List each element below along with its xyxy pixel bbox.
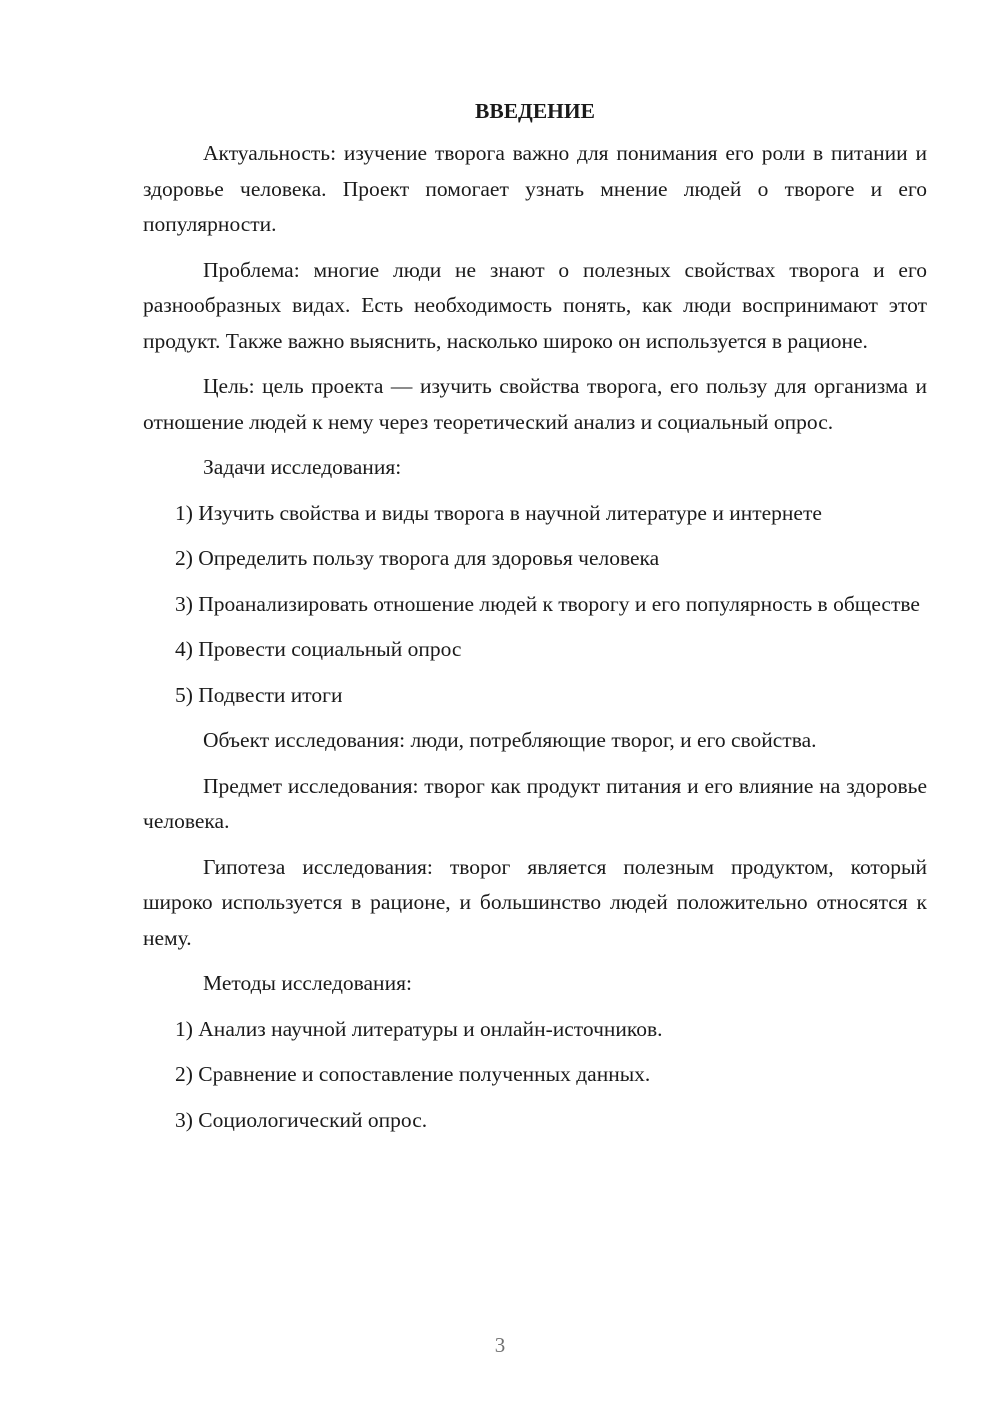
object-paragraph: Объект исследования: люди, потребляющие творог, и его свойства. [203, 728, 817, 752]
list-item: 2) Сравнение и сопоставление полученных данных. [175, 1062, 651, 1086]
tasks-list [143, 496, 927, 714]
page-title: ВВЕДЕНИЕ [475, 99, 595, 123]
subject-paragraph: Предмет исследования: творог как продукт питания и его влияние на здоровье человека. [143, 773, 927, 833]
methods-list [143, 1012, 927, 1139]
problem-paragraph: Проблема: многие люди не знают о полезных свойствах творога и его разнообразных видах. Есть необходимость понять, как люди воспринимают этот продукт. Также важно выяснить, насколько широко он используется в рационе. [143, 257, 927, 353]
relevance-paragraph: Актуальность: изучение творога важно для понимания его роли в питании и здоровье человека. Проект помогает узнать мнение людей о твороге и его популярности. [143, 141, 927, 236]
hypothesis-paragraph: Гипотеза исследования: творог является полезным продуктом, который широко используется в рационе, и большинство людей положительно относятся к нему. [143, 854, 927, 950]
list-item: 1) Изучить свойства и виды творога в научной литературе и интернете [175, 500, 822, 525]
list-item: 3) Социологический опрос. [175, 1107, 428, 1132]
goal-paragraph: Цель: цель проекта — изучить свойства творога, его пользу для организма и отношение людей к нему через теоретический анализ и социальный опрос. [143, 374, 927, 434]
methods-heading: Методы исследования: [203, 971, 412, 995]
page-number: 3 [494, 1333, 506, 1357]
list-item: 4) Провести социальный опрос [175, 637, 462, 661]
list-item: 1) Анализ научной литературы и онлайн-источников. [175, 1016, 663, 1041]
document-page [143, 96, 927, 1148]
list-item: 5) Подвести итоги [175, 682, 343, 707]
tasks-heading: Задачи исследования: [203, 455, 402, 479]
list-item: 3) Проанализировать отношение людей к творогу и его популярность в обществе [175, 591, 920, 616]
list-item: 2) Определить пользу творога для здоровья человека [175, 546, 660, 570]
